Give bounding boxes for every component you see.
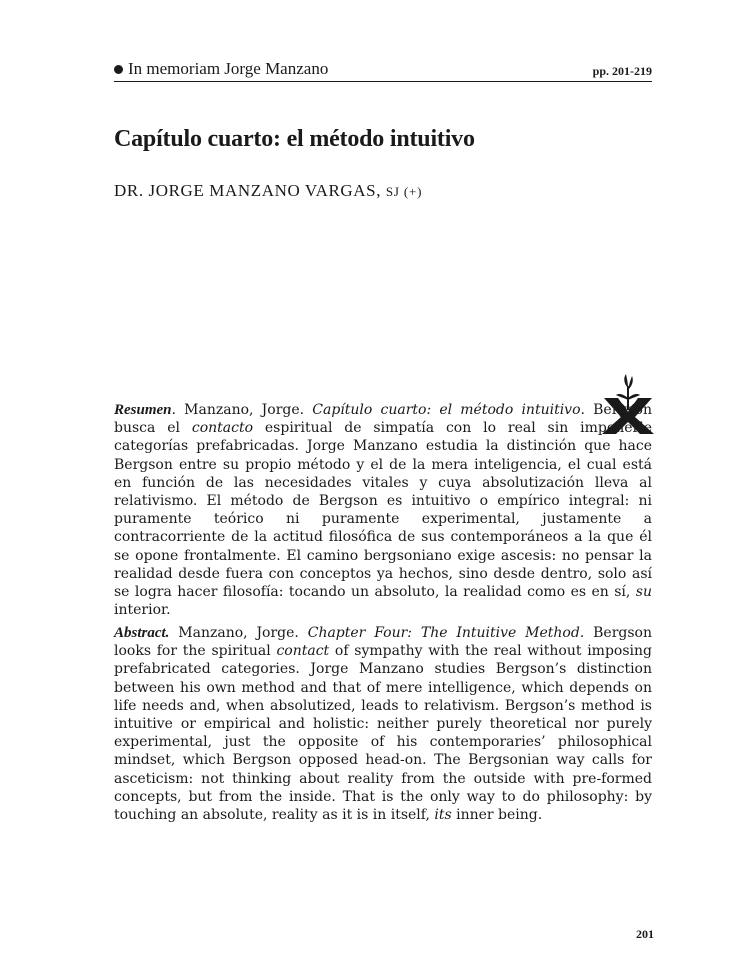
abstract-en bbox=[114, 624, 652, 824]
abstract-en-italic-title: Chapter Four: The Intuitive Method bbox=[307, 625, 580, 641]
author-line bbox=[114, 180, 422, 203]
author-suffix: SJ (+) bbox=[385, 184, 423, 199]
abstract-es-label-punct: . bbox=[171, 402, 185, 418]
abstract-es-italic-term: contacto bbox=[191, 420, 254, 437]
abstract-es-italic-title: Capítulo cuarto: el método intuitivo bbox=[312, 402, 581, 418]
abstract-es-italic-term: su bbox=[635, 584, 652, 601]
page-number: 201 bbox=[636, 927, 654, 941]
abstract-en-italic-term: its bbox=[434, 807, 452, 824]
abstract-en-italic-term: contact bbox=[276, 643, 330, 660]
abstract-es-text: . Bergson busca el bbox=[114, 402, 652, 437]
abstract-en-label: Abstract. bbox=[114, 625, 170, 641]
abstract-es-text: interior. bbox=[114, 602, 171, 619]
abstract-en-text: inner being. bbox=[451, 807, 543, 824]
abstract-en-text: Manzano, Jorge. bbox=[169, 625, 308, 641]
abstract-es-text: Manzano, Jorge. bbox=[184, 402, 313, 418]
article-title: Capítulo cuarto: el método intuitivo bbox=[114, 126, 475, 152]
page-range: pp. 201-219 bbox=[592, 64, 652, 78]
bullet-icon bbox=[114, 65, 123, 74]
abstract-es bbox=[114, 401, 652, 619]
author-name: DR. JORGE MANZANO VARGAS, bbox=[114, 181, 382, 200]
abstract-es-label: Resumen bbox=[114, 402, 172, 418]
abstract-es-text: espiritual de simpatía con lo real sin imponerle categorías prefabricadas. Jorge Manzano estudia la distinción que hace Bergson entre su propio método y el de la mera inteligencia, el cual está en función de las necesidades vitales y cuya absolutización lleva al relativismo. El método de Bergson es intuitivo o empírico integral: ni puramente teórico ni puramente experimental, justamente a contracorriente de la actitud filosófica de sus contemporáneos a la que él se opone frontalmente. El camino bergsoniano exige ascesis: no pensar la realidad desde fuera con conceptos ya hechos, sino desde dentro, solo así se logra hacer filosofía: tocando un absoluto, la realidad como es en sí, bbox=[114, 420, 653, 601]
journal-section-title: In memoriam Jorge Manzano bbox=[128, 59, 329, 78]
running-header bbox=[114, 58, 652, 82]
abstract-en-text: . Bergson looks for the spiritual bbox=[114, 625, 652, 660]
abstract-en-text: of sympathy with the real without imposing prefabricated categories. Jorge Manzano studies Bergson’s distinction between his own method and that of mere intelligence, which depends on life needs and, when absolutized, leads to relativism. Bergson’s method is intuitive or empirical and holistic: neither purely theoretical nor purely experimental, just the opposite of his contemporaries’ philosophical mindset, which Bergson opposed head-on. The Bergsonian way calls for asceticism: not thinking about reality from the outside with pre-formed concepts, but from the inside. That is the only way to do philosophy: by touching an absolute, reality as it is in itself, bbox=[114, 643, 652, 824]
